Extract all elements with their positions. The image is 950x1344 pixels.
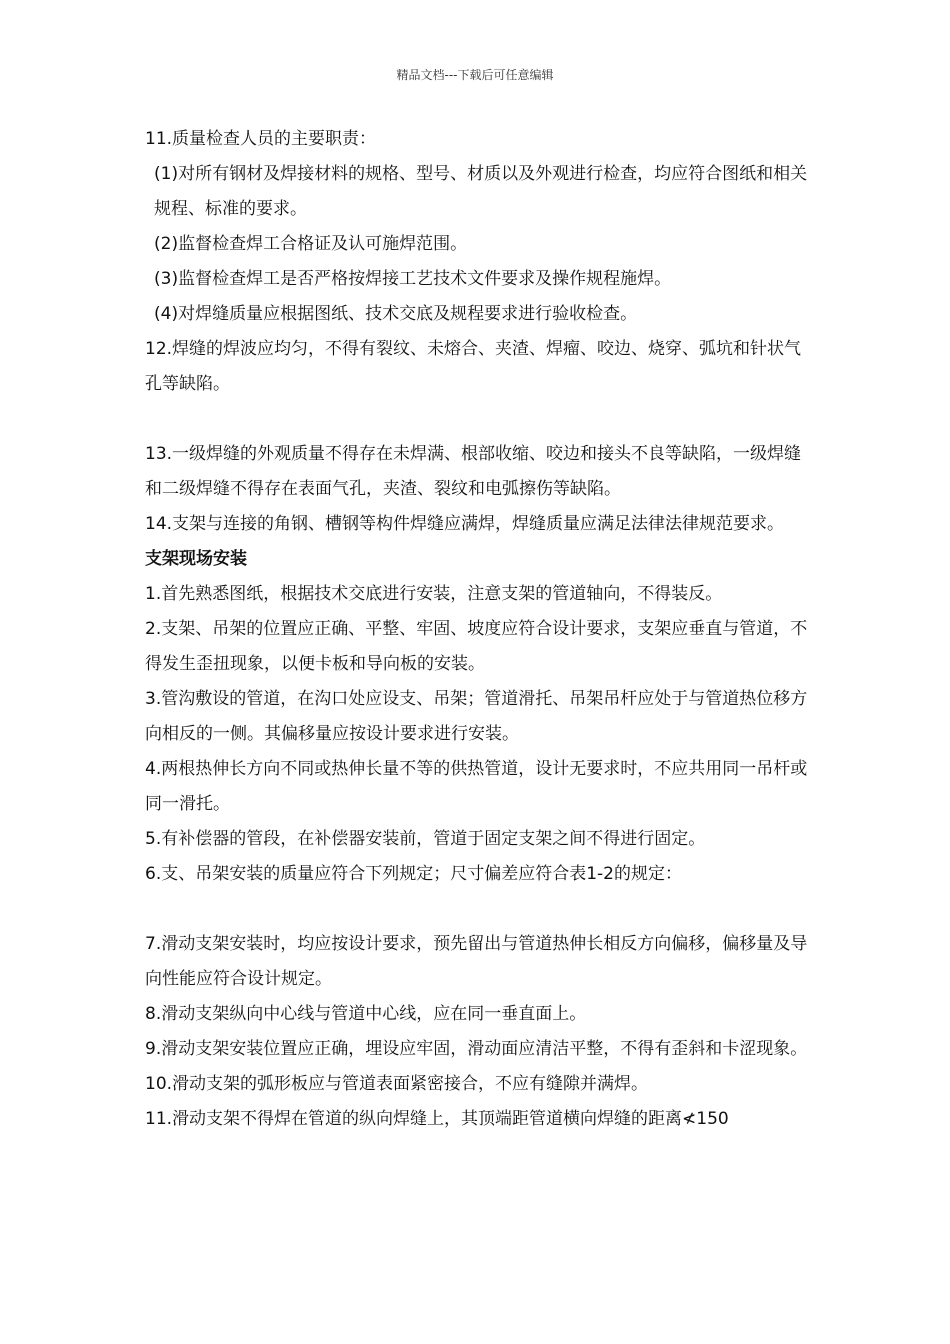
paragraph: (1)对所有钢材及焊接材料的规格、型号、材质以及外观进行检查，均应符合图纸和相关规程、标准的要求。 bbox=[154, 164, 808, 219]
paragraph: 1.首先熟悉图纸，根据技术交底进行安装，注意支架的管道轴向，不得装反。 bbox=[145, 584, 723, 604]
paragraph: 3.管沟敷设的管道，在沟口处应设支、吊架；管道滑托、吊架吊杆应处于与管道热位移方向相反的一侧。其偏移量应按设计要求进行安装。 bbox=[145, 689, 808, 744]
paragraph: 14.支架与连接的角钢、槽钢等构件焊缝应满焊，焊缝质量应满足法律法律规范要求。 bbox=[145, 514, 785, 534]
paragraph: 6.支、吊架安装的质量应符合下列规定；尺寸偏差应符合表1-2的规定： bbox=[145, 864, 682, 884]
page-header: 精品文档---下载后可任意编辑 bbox=[396, 68, 554, 82]
paragraph: 2.支架、吊架的位置应正确、平整、牢固、坡度应符合设计要求，支架应垂直与管道，不得发生歪扭现象，以便卡板和导向板的安装。 bbox=[145, 619, 808, 674]
paragraph: 12.焊缝的焊波应均匀，不得有裂纹、未熔合、夹渣、焊瘤、咬边、烧穿、弧坑和针状气孔等缺陷。 bbox=[145, 339, 802, 394]
blank-line bbox=[145, 892, 810, 927]
document-body bbox=[145, 122, 810, 1137]
paragraph: 11.滑动支架不得焊在管道的纵向焊缝上，其顶端距管道横向焊缝的距离≮150 bbox=[145, 1109, 729, 1129]
blank-line bbox=[145, 402, 810, 437]
paragraph: (4)对焊缝质量应根据图纸、技术交底及规程要求进行验收检查。 bbox=[154, 304, 638, 324]
paragraph: 11.质量检查人员的主要职责： bbox=[145, 129, 377, 149]
paragraph: 7.滑动支架安装时，均应按设计要求，预先留出与管道热伸长相反方向偏移，偏移量及导向性能应符合设计规定。 bbox=[145, 934, 808, 989]
paragraph: 10.滑动支架的弧形板应与管道表面紧密接合，不应有缝隙并满焊。 bbox=[145, 1074, 649, 1094]
paragraph: 13.一级焊缝的外观质量不得存在未焊满、根部收缩、咬边和接头不良等缺陷，一级焊缝和二级焊缝不得存在表面气孔，夹渣、裂纹和电弧擦伤等缺陷。 bbox=[145, 444, 802, 499]
paragraph: 8.滑动支架纵向中心线与管道中心线，应在同一垂直面上。 bbox=[145, 1004, 587, 1024]
section-heading: 支架现场安装 bbox=[145, 549, 247, 569]
paragraph: 4.两根热伸长方向不同或热伸长量不等的供热管道，设计无要求时，不应共用同一吊杆或同一滑托。 bbox=[145, 759, 808, 814]
paragraph: (3)监督检查焊工是否严格按焊接工艺技术文件要求及操作规程施焊。 bbox=[154, 269, 672, 289]
paragraph: (2)监督检查焊工合格证及认可施焊范围。 bbox=[154, 234, 468, 254]
paragraph: 9.滑动支架安装位置应正确，埋设应牢固，滑动面应清洁平整，不得有歪斜和卡涩现象。 bbox=[145, 1039, 808, 1059]
paragraph: 5.有补偿器的管段，在补偿器安装前，管道于固定支架之间不得进行固定。 bbox=[145, 829, 706, 849]
